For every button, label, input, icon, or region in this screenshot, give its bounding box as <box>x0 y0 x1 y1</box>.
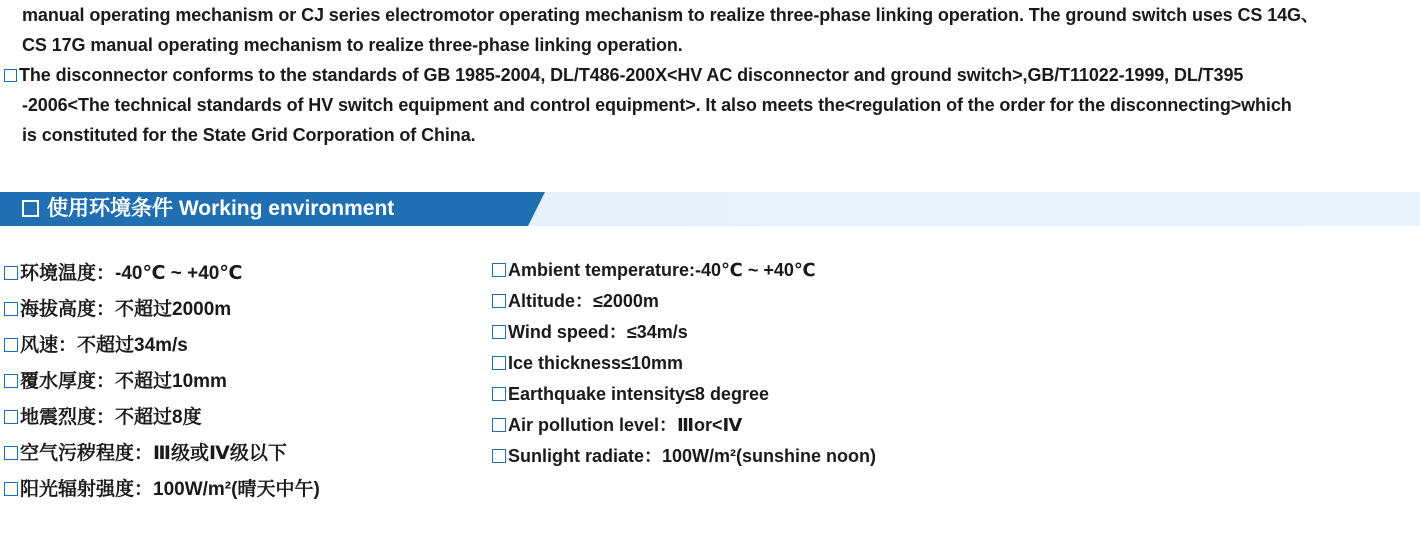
list-item-text: Air pollution level：Ⅲor<Ⅳ <box>508 415 743 435</box>
list-item-text: 风速：不超过34m/s <box>20 335 188 356</box>
list-item-text: Earthquake intensity≤8 degree <box>508 384 769 404</box>
list-item <box>492 255 876 286</box>
list-item <box>492 410 876 441</box>
section-title-text: 使用环境条件 Working environment <box>47 197 395 220</box>
list-item-text: 海拔高度：不超过2000m <box>20 299 232 320</box>
checkbox-square-icon <box>22 200 39 217</box>
conditions-en-list <box>492 255 876 472</box>
list-item-text: Ambient temperature:-40℃ ~ +40℃ <box>508 260 816 280</box>
list-item <box>4 472 320 508</box>
standards-paragraph <box>0 60 1420 150</box>
intro-paragraph <box>0 0 1420 60</box>
checkbox-square-icon <box>4 69 17 82</box>
intro-line-1: manual operating mechanism or CJ series electromotor operating mechanism to realize three-phase linking operation. The ground switch uses CS 14G、 <box>22 5 1319 25</box>
checkbox-square-icon <box>492 325 506 339</box>
list-item <box>4 256 320 292</box>
checkbox-square-icon <box>4 482 18 496</box>
list-item-text: Sunlight radiate：100W/m²(sunshine noon) <box>508 446 877 466</box>
list-item-text: Altitude：≤2000m <box>508 291 659 311</box>
section-title <box>22 195 394 223</box>
list-item <box>492 348 876 379</box>
section-header <box>0 192 1420 226</box>
checkbox-square-icon <box>492 449 506 463</box>
standards-line-1 <box>0 60 1420 90</box>
list-item <box>4 436 320 472</box>
list-item <box>492 441 876 472</box>
checkbox-square-icon <box>492 294 506 308</box>
checkbox-square-icon <box>492 263 506 277</box>
checkbox-square-icon <box>4 302 18 316</box>
list-item <box>492 379 876 410</box>
list-item <box>492 286 876 317</box>
list-item <box>492 317 876 348</box>
checkbox-square-icon <box>492 356 506 370</box>
standards-line-2: -2006<The technical standards of HV switch equipment and control equipment>. It also meets the<regulation of the order for the disconnecting>which <box>22 95 1292 115</box>
list-item-text: Ice thickness≤10mm <box>508 353 683 373</box>
checkbox-square-icon <box>4 446 18 460</box>
list-item <box>4 364 320 400</box>
list-item-text: 阳光辐射强度：100W/m²(晴天中午) <box>20 479 320 500</box>
checkbox-square-icon <box>492 387 506 401</box>
checkbox-square-icon <box>4 410 18 424</box>
standards-line-1-text: The disconnector conforms to the standards of GB 1985-2004, DL/T486-200X<HV AC disconnector and ground switch>,GB/T11022-1999, DL/T395 <box>19 65 1244 85</box>
list-item-text: 空气污秽程度：Ⅲ级或Ⅳ级以下 <box>20 443 287 464</box>
intro-line-2: CS 17G manual operating mechanism to realize three-phase linking operation. <box>22 35 683 55</box>
list-item-text: 环境温度：-40℃ ~ +40℃ <box>20 263 243 284</box>
checkbox-square-icon <box>4 374 18 388</box>
list-item <box>4 400 320 436</box>
list-item-text: Wind speed：≤34m/s <box>508 322 688 342</box>
checkbox-square-icon <box>492 418 506 432</box>
list-item <box>4 292 320 328</box>
list-item-text: 覆水厚度：不超过10mm <box>20 371 227 392</box>
conditions-cn-list <box>4 256 320 508</box>
standards-line-3: is constituted for the State Grid Corporation of China. <box>22 125 476 145</box>
checkbox-square-icon <box>4 338 18 352</box>
list-item <box>4 328 320 364</box>
list-item-text: 地震烈度：不超过8度 <box>20 407 202 428</box>
checkbox-square-icon <box>4 266 18 280</box>
